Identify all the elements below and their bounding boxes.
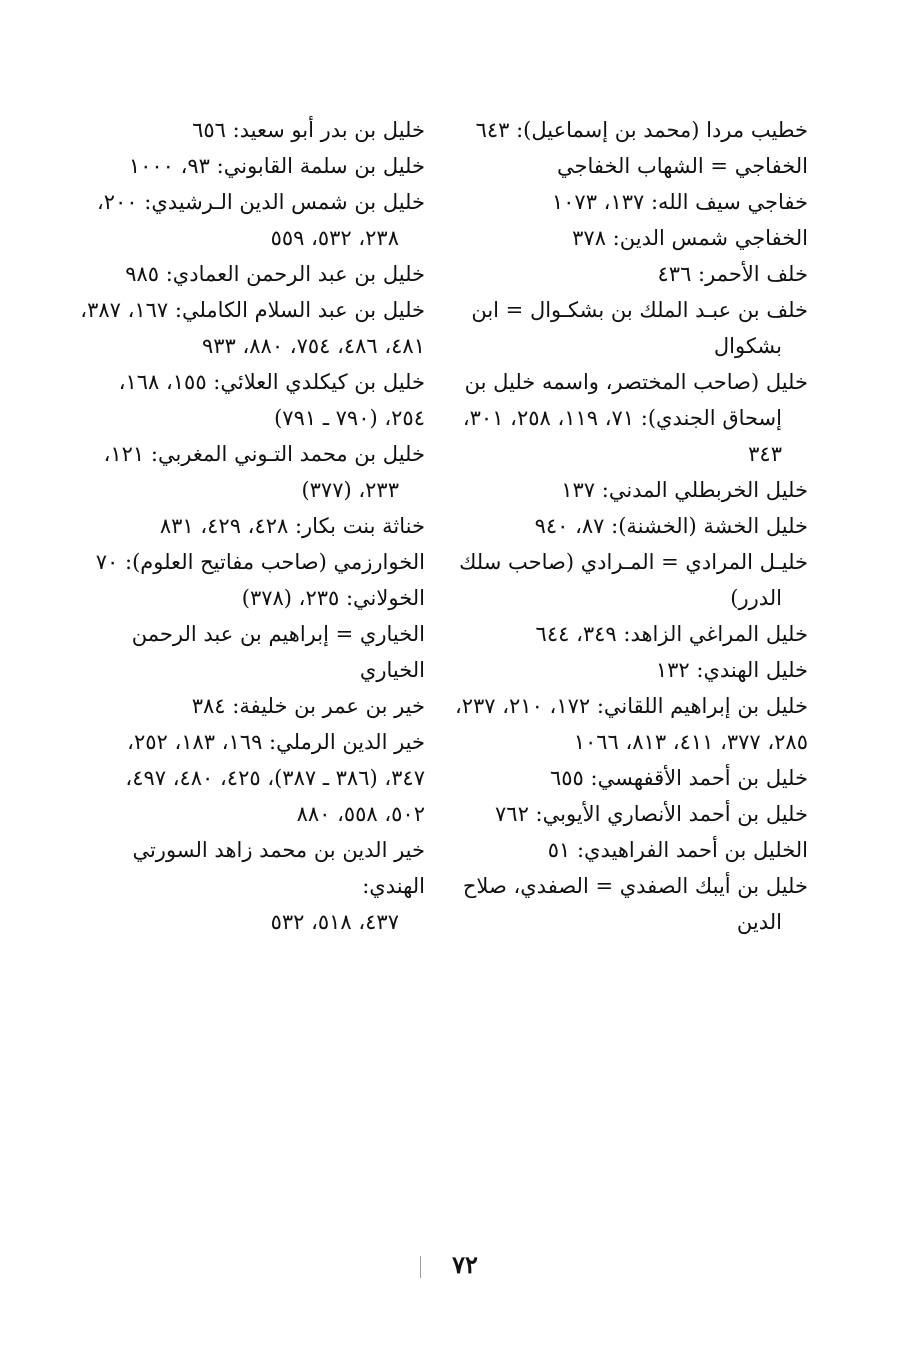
- index-entry: [80, 436, 425, 508]
- index-entry-heading: خليل الخشة (الخشنة): ٨٧، ٩٤٠: [534, 514, 808, 538]
- index-entry: [453, 616, 808, 652]
- index-entry: [80, 580, 425, 616]
- index-entry-continuation: ٢٣٨، ٥٣٢، ٥٥٩: [270, 226, 399, 250]
- index-entry: [453, 364, 808, 472]
- index-entry-heading: خليل بن شمس الدين الـرشيدي: ٢٠٠،: [96, 190, 425, 214]
- index-entry: [80, 508, 425, 544]
- index-entry: [453, 148, 808, 184]
- index-entry: [453, 796, 808, 832]
- index-entry: [80, 544, 425, 580]
- index-entry-continuation: ٢٣٣، (٣٧٧): [301, 478, 399, 502]
- index-entry-heading: خليل بن عبد الرحمن العمادي: ٩٨٥: [125, 262, 425, 286]
- index-entry-heading: خليل بن أيبك الصفدي = الصفدي، صلاح: [462, 874, 808, 898]
- index-entry-heading: خليل بن أحمد الأقفهسي: ٦٥٥: [550, 766, 808, 790]
- index-entry-heading: خلف بن عبـد الملك بن بشكـوال = ابن: [471, 298, 808, 322]
- index-entry: [80, 616, 425, 688]
- index-entry: [80, 184, 425, 256]
- index-entry: [80, 364, 425, 436]
- index-entry: [80, 292, 425, 364]
- index-entry-heading: خلف الأحمر: ٤٣٦: [657, 262, 808, 286]
- index-entry-heading: الخفاجي = الشهاب الخفاجي: [556, 154, 808, 178]
- index-entry-heading: الخولاني: ٢٣٥، (٣٧٨): [241, 586, 425, 610]
- index-entry: [453, 220, 808, 256]
- index-entry: [453, 292, 808, 364]
- index-entry-heading: خليل الخربطلي المدني: ١٣٧: [561, 478, 808, 502]
- index-entry-heading: خليل بن محمد التـوني المغربي: ١٢١،: [103, 442, 425, 466]
- index-entry: [453, 688, 808, 760]
- index-entry-continuation: الدين: [736, 910, 782, 934]
- index-column-right: [453, 112, 808, 940]
- index-entry-heading: خليـل المرادي = المـرادي (صاحب سلك: [459, 550, 808, 574]
- index-entry-heading: الخفاجي شمس الدين: ٣٧٨: [572, 226, 808, 250]
- index-entry: [453, 256, 808, 292]
- index-entry: [453, 544, 808, 616]
- index-entry-continuation: بشكوال: [713, 334, 782, 358]
- index-entry: [453, 760, 808, 796]
- index-entry: [80, 112, 425, 148]
- index-entry-heading: خليل الهندي: ١٣٢: [655, 658, 808, 682]
- index-column-left: [80, 112, 425, 940]
- index-entry-heading: خير بن عمر بن خليفة: ٣٨٤: [191, 694, 425, 718]
- index-entry-heading: خفاجي سيف الله: ١٣٧، ١٠٧٣: [551, 190, 808, 214]
- index-entry: [453, 868, 808, 940]
- index-entry: [453, 472, 808, 508]
- index-entry: [453, 832, 808, 868]
- index-entry-heading: خليل (صاحب المختصر، واسمه خليل بن: [464, 370, 808, 394]
- index-entry: [453, 652, 808, 688]
- index-entry: [80, 832, 425, 940]
- index-entry-heading: الخليل بن أحمد الفراهيدي: ٥١: [547, 838, 808, 862]
- index-entry-heading: خليل بن إبراهيم اللقاني: ١٧٢، ٢١٠، ٢٣٧، ٢٨٥، ٣٧٧، ٤١١، ٨١٣، ١٠٦٦: [454, 694, 808, 754]
- index-entry-heading: خليل بن كيكلدي العلائي: ١٥٥، ١٦٨، ٢٥٤، (٧٩٠ ـ ٧٩١): [118, 370, 425, 430]
- index-entry-heading: الخياري = إبراهيم بن عبد الرحمن الخياري: [131, 622, 425, 682]
- index-entry: [80, 148, 425, 184]
- index-entry-heading: خليل المراغي الزاهد: ٣٤٩، ٦٤٤: [535, 622, 808, 646]
- index-entry-heading: خليل بن عبد السلام الكاملي: ١٦٧، ٣٨٧، ٤٨١، ٤٨٦، ٧٥٤، ٨٨٠، ٩٣٣: [80, 298, 425, 358]
- index-entry-continuation: الدرر): [730, 586, 782, 610]
- index-entry-heading: خليل بن بدر أبو سعيد: ٦٥٦: [192, 118, 425, 142]
- index-entry: [453, 184, 808, 220]
- index-entry: [80, 724, 425, 832]
- index-entry-heading: الخوارزمي (صاحب مفاتيح العلوم): ٧٠: [95, 550, 425, 574]
- index-entry-heading: خير الدين بن محمد زاهد السورتي الهندي:: [132, 838, 425, 898]
- index-entry-heading: خناثة بنت بكار: ٤٢٨، ٤٢٩، ٨٣١: [159, 514, 425, 538]
- index-entry-continuation: ٤٣٧، ٥١٨، ٥٣٢: [270, 910, 399, 934]
- index-entry-heading: خطيب مردا (محمد بن إسماعيل): ٦٤٣: [475, 118, 808, 142]
- index-entry-heading: خليل بن أحمد الأنصاري الأيوبي: ٧٦٢: [495, 802, 808, 826]
- index-entry: [80, 688, 425, 724]
- index-entry: [80, 256, 425, 292]
- index-entry-heading: خليل بن سلمة القابوني: ٩٣، ١٠٠٠: [128, 154, 425, 178]
- index-entry-heading: خير الدين الرملي: ١٦٩، ١٨٣، ٢٥٢، ٣٤٧، (٣٨٦ ـ ٣٨٧)، ٤٢٥، ٤٨٠، ٤٩٧، ٥٠٢، ٥٥٨، ٨٨٠: [125, 730, 425, 826]
- index-entry: [453, 112, 808, 148]
- index-entry-continuation: إسحاق الجندي): ٧١، ١١٩، ٢٥٨، ٣٠١، ٣٤٣: [462, 406, 782, 466]
- page-number: ٧٢: [452, 1250, 478, 1279]
- index-entry: [453, 508, 808, 544]
- page-number-rule: [420, 1256, 421, 1278]
